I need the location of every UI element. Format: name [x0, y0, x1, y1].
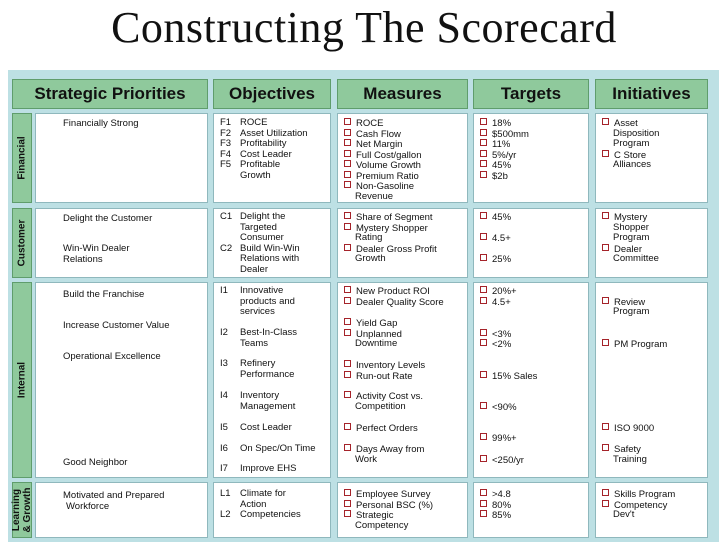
measure-item: New Product ROI	[344, 286, 430, 298]
measure-item: Premium Ratio	[344, 171, 419, 183]
target-item: 80%	[480, 500, 511, 512]
measure-item: Personal BSC (%)	[344, 500, 433, 512]
cell-financial-priorities	[35, 113, 208, 203]
initiative-item: ISO 9000	[602, 423, 654, 435]
target-item: <2%	[480, 339, 511, 351]
measure-item: Run-out Rate	[344, 371, 413, 383]
cell-learning-measures	[337, 482, 468, 538]
target-item: 20%+	[480, 286, 517, 298]
priority-item: Financially Strong	[63, 118, 139, 129]
objective-item-cont: products and	[240, 295, 295, 307]
initiative-item: Dealer	[602, 244, 642, 256]
objective-item: C2 Build Win-Win	[220, 242, 300, 254]
measure-item-cont: Competency	[355, 519, 409, 531]
cell-customer-initiatives	[595, 208, 708, 278]
priority-item: Delight the Customer	[63, 213, 153, 224]
objective-item: I2 Best-In-Class	[220, 327, 298, 338]
target-item: $500mm	[480, 129, 529, 141]
objective-item: I3 Refinery	[220, 358, 276, 369]
priority-item: Increase Customer Value	[63, 320, 170, 331]
initiative-item-cont: Training	[613, 453, 647, 465]
header-objectives: Objectives	[213, 79, 331, 109]
initiative-item-cont: Program	[613, 138, 650, 149]
target-item: <3%	[480, 329, 511, 341]
header-targets: Targets	[473, 79, 589, 109]
objective-item: I4 Inventory	[220, 390, 280, 401]
initiative-item-cont: Program	[613, 232, 650, 243]
measure-item: Yield Gap	[344, 318, 397, 330]
target-item: 85%	[480, 510, 511, 522]
objective-item: F5 Profitable	[220, 159, 281, 170]
objective-item-cont: Consumer	[240, 232, 284, 243]
header-initiatives: Initiatives	[595, 79, 708, 109]
cell-internal-objectives	[213, 282, 331, 478]
cell-internal-initiatives	[595, 282, 708, 478]
objective-item-cont: Relations with	[240, 253, 300, 264]
objective-item-cont: Management	[240, 400, 296, 412]
objective-item-cont: Performance	[240, 368, 295, 380]
measure-item: Cash Flow	[344, 129, 401, 141]
target-item: 45%	[480, 160, 511, 172]
objective-item-cont: Teams	[240, 337, 268, 349]
cell-customer-priorities	[35, 208, 208, 278]
initiative-item: Skills Program	[602, 489, 675, 501]
objective-item: L2 Competencies	[220, 509, 301, 520]
target-item: 4.5+	[480, 297, 511, 309]
initiative-item: Mystery	[602, 212, 647, 224]
cell-customer-measures	[337, 208, 468, 278]
priority-item: Operational Excellence	[63, 351, 161, 362]
measure-item-cont: Rating	[355, 232, 383, 243]
target-item: 5%/yr	[480, 150, 516, 162]
initiative-item: Asset	[602, 118, 638, 130]
measure-item: Inventory Levels	[344, 360, 425, 372]
objective-item-cont: Growth	[240, 169, 271, 181]
objective-item: F2 Asset Utilization	[220, 127, 308, 139]
initiative-item: PM Program	[602, 339, 667, 351]
target-item: 99%+	[480, 433, 517, 445]
target-item: 18%	[480, 118, 511, 130]
cell-learning-priorities	[35, 482, 208, 538]
measure-item-cont: Growth	[355, 253, 386, 264]
row-label-customer: Customer	[12, 208, 32, 278]
cell-financial-initiatives	[595, 113, 708, 203]
priority-item: Build the Franchise	[63, 289, 145, 300]
initiative-item: Competency	[602, 500, 667, 512]
target-item: <90%	[480, 402, 517, 414]
initiative-item: C Store	[602, 150, 646, 162]
cell-learning-targets	[473, 482, 589, 538]
cell-internal-measures	[337, 282, 468, 478]
initiative-item-cont: Dev't	[613, 509, 635, 520]
cell-internal-priorities	[35, 282, 208, 478]
target-item: 45%	[480, 212, 511, 224]
cell-financial-targets	[473, 113, 589, 203]
measure-item-cont: Competition	[355, 400, 406, 412]
measure-item: Full Cost/gallon	[344, 150, 421, 162]
measure-item: Mystery Shopper	[344, 223, 428, 235]
initiative-item: Safety	[602, 444, 641, 456]
objective-item: I7 Improve EHS	[220, 463, 297, 474]
measure-item-cont: Downtime	[355, 338, 398, 349]
measure-item: Activity Cost vs.	[344, 391, 423, 403]
initiative-item-cont: Disposition	[613, 127, 660, 139]
measure-item: Perfect Orders	[344, 423, 418, 435]
objective-item: F3 Profitability	[220, 138, 287, 149]
priority-item-cont: Relations	[63, 253, 103, 265]
header-measures: Measures	[337, 79, 468, 109]
measure-item: Dealer Gross Profit	[344, 244, 437, 256]
cell-learning-objectives	[213, 482, 331, 538]
objective-item-cont: Targeted	[240, 221, 277, 233]
cell-internal-targets	[473, 282, 589, 478]
objective-item-cont: Dealer	[240, 263, 268, 275]
target-item: 25%	[480, 254, 511, 266]
initiative-item-cont: Alliances	[613, 159, 652, 170]
priority-item: Good Neighbor	[63, 457, 128, 468]
measure-item: ROCE	[344, 118, 383, 130]
cell-financial-measures	[337, 113, 468, 203]
measure-item: Days Away from	[344, 444, 424, 456]
measure-item-cont: Revenue	[355, 190, 394, 202]
page-title: Constructing The Scorecard	[111, 3, 617, 52]
objective-item: I5 Cost Leader	[220, 422, 292, 433]
priority-item: Motivated and Prepared	[63, 490, 165, 501]
target-item: 4.5+	[480, 233, 511, 245]
target-item: <250/yr	[480, 455, 524, 467]
row-label-internal: Internal	[12, 282, 32, 478]
measure-item-cont: Work	[355, 453, 377, 465]
header-strategic-priorities: Strategic Priorities	[12, 79, 208, 109]
initiative-item: Review	[602, 297, 645, 309]
initiative-item-cont: Committee	[613, 253, 659, 264]
objective-item: I6 On Spec/On Time	[220, 443, 316, 454]
row-label-learning-growth: Learning & Growth	[12, 482, 32, 538]
measure-item: Dealer Quality Score	[344, 297, 444, 309]
cell-financial-objectives	[213, 113, 331, 203]
measure-item: Employee Survey	[344, 489, 430, 501]
priority-item-cont: Workforce	[66, 500, 110, 512]
objective-item: I1 Innovative	[220, 285, 284, 296]
initiative-item-cont: Program	[613, 306, 650, 317]
objective-item-cont: Action	[240, 498, 267, 510]
priority-item: Win-Win Dealer	[63, 243, 130, 254]
objective-item-cont: services	[240, 306, 275, 317]
objective-item: L1 Climate for	[220, 488, 286, 499]
target-item: $2b	[480, 171, 508, 183]
cell-customer-targets	[473, 208, 589, 278]
cell-customer-objectives	[213, 208, 331, 278]
measure-item: Volume Growth	[344, 160, 421, 172]
measure-item: Net Margin	[344, 139, 402, 151]
target-item: 15% Sales	[480, 371, 537, 383]
objective-item: F4 Cost Leader	[220, 148, 292, 160]
row-label-financial: Financial	[12, 113, 32, 203]
measure-item: Unplanned	[344, 329, 402, 341]
target-item: 11%	[480, 139, 510, 151]
measure-item: Share of Segment	[344, 212, 433, 224]
objective-item: C1 Delight the	[220, 211, 286, 222]
cell-learning-initiatives	[595, 482, 708, 538]
measure-item: Non-Gasoline	[344, 181, 414, 193]
initiative-item-cont: Shopper	[613, 221, 649, 233]
target-item: >4.8	[480, 489, 511, 501]
objective-item: F1 ROCE	[220, 117, 268, 128]
measure-item: Strategic	[344, 510, 394, 522]
scorecard-table	[8, 70, 719, 542]
